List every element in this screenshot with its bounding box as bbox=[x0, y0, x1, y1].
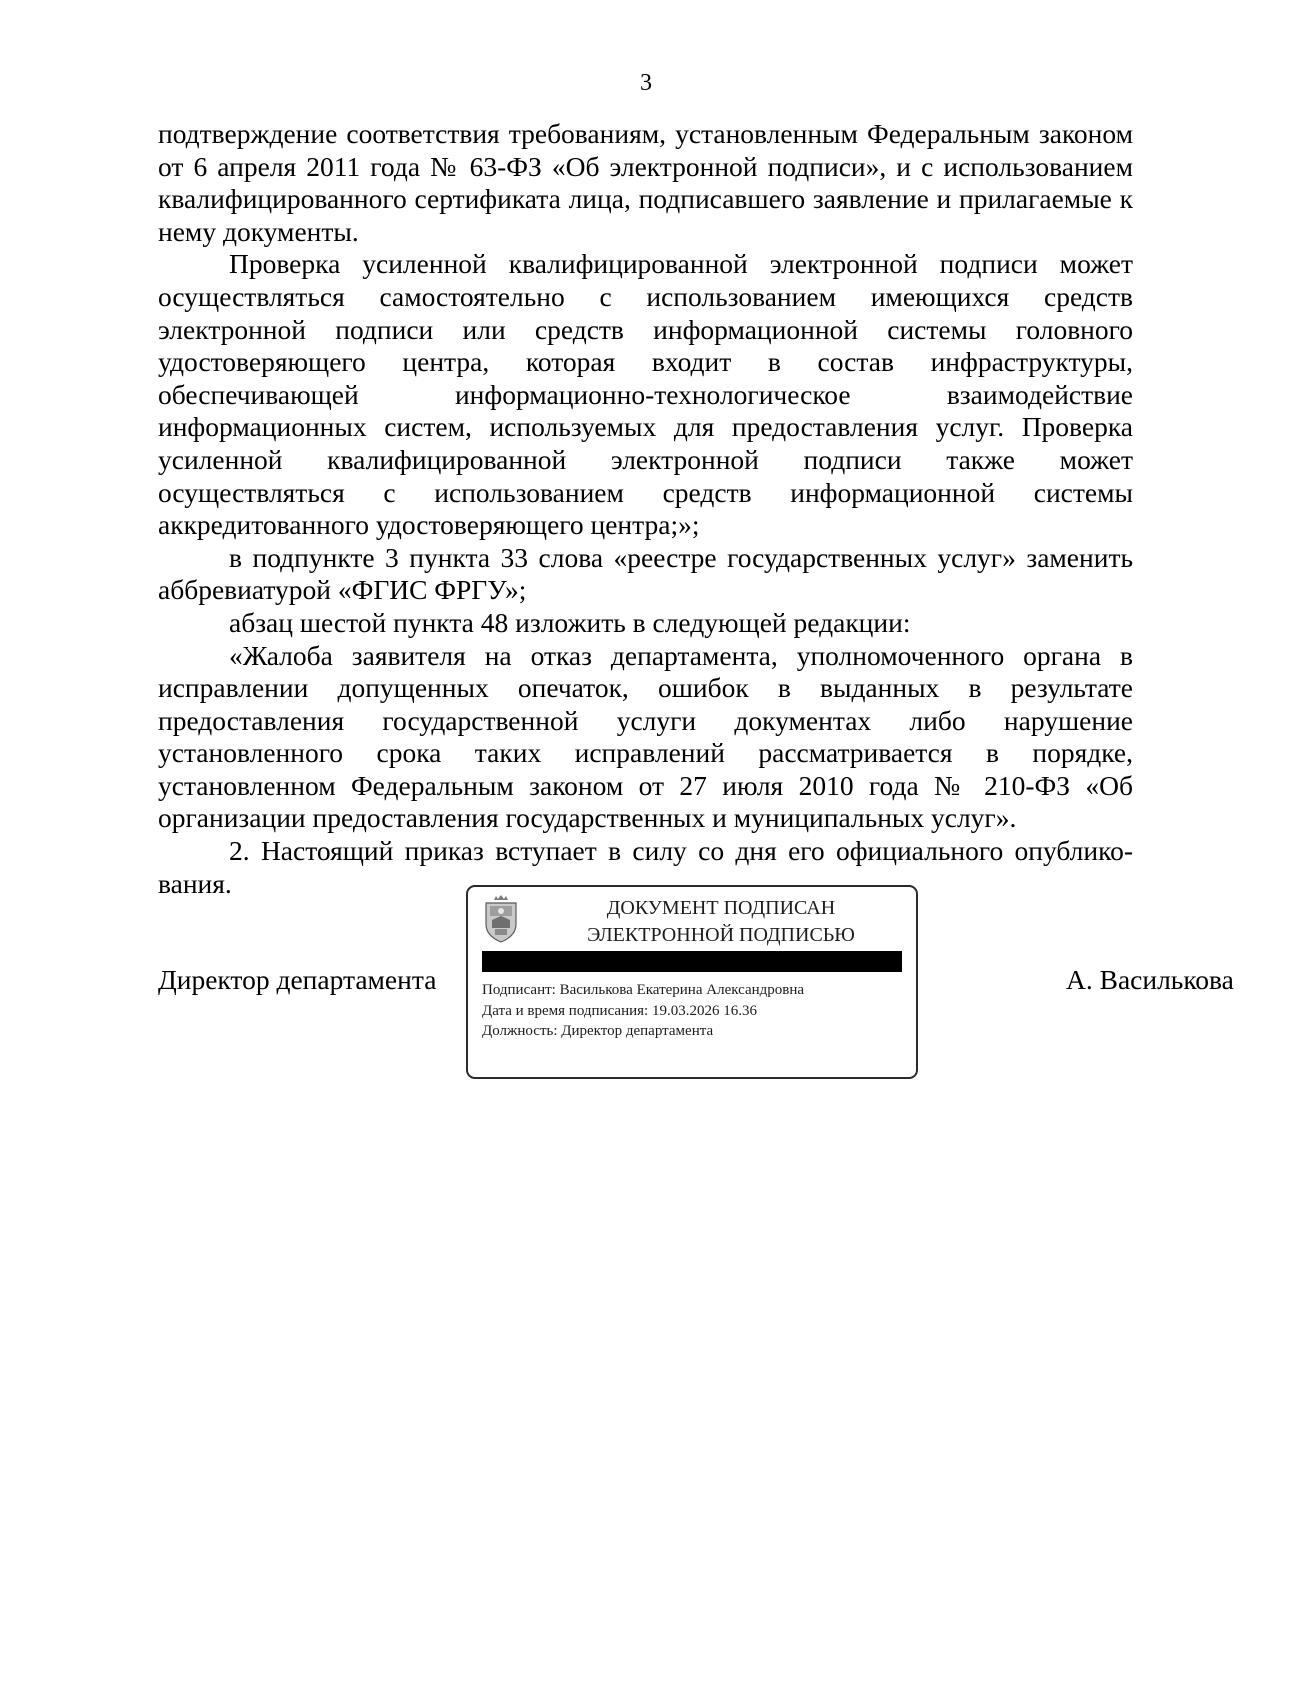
stamp-header bbox=[556, 895, 886, 949]
signer-title: Директор департамента bbox=[158, 964, 437, 995]
paragraph-complaint: «Жалоба заявителя на отказ департамента, уполномоченного органа в исправлении допущенных опечаток, ошибок в выданных в результате предоставления государственной услуги документах либо нарушение установленного срока таких исправлений рассматривается в порядке, установленном Федеральным законом от 27 июля 2010 года № 210-ФЗ «Об организации предоставления государственных и муниципальных услуг». bbox=[158, 639, 1133, 834]
paragraph-item-48: абзац шестой пункта 48 изложить в следующей редакции: bbox=[229, 606, 911, 638]
stamp-header-line: ДОКУМЕНТ ПОДПИСАН bbox=[606, 897, 836, 919]
paragraph-continuation: подтверждение соответствия требованиям, установленным Федеральным законом от 6 апреля 2011 года № 63-ФЗ «Об электронной подписи», и с использованием квалифицированного сертификата лица, подписавшего заявление и прилагаемые к нему документы. bbox=[158, 118, 1133, 247]
stamp-details bbox=[482, 980, 804, 1042]
paragraph-effective: 2. Настоящий приказ вступает в силу со дня его официального опублико-вания. bbox=[158, 835, 1133, 899]
stamp-signer: Подписант: Василькова Екатерина Александровна bbox=[482, 982, 805, 998]
stamp-date: Дата и время подписания: 19.03.2026 16.36 bbox=[482, 1002, 757, 1019]
paragraph-signature-check: Проверка усиленной квалифицированной электронной подписи может осуществляться самостоятельно с использованием имеющихся средств электронной подписи или средств информационной системы головного удостоверяющего центра, которая входит в состав инфраструктуры, обеспечивающей информационно-технологическое взаимодействие информационных систем, используемых для предоставления услуг. Проверка усиленной квалифицированной электронной подписи также может осуществляться с использованием средств информационной системы аккредитованного удостоверяющего центра;»; bbox=[158, 248, 1133, 541]
electronic-signature-stamp bbox=[466, 885, 918, 1079]
page-number: 3 bbox=[640, 70, 652, 96]
redacted-certificate-bar bbox=[482, 951, 902, 972]
signer-name: А. Василькова bbox=[1066, 964, 1234, 995]
stamp-position: Должность: Директор департамента bbox=[482, 1023, 714, 1039]
paragraph-subitem-33: в подпункте 3 пункта 33 слова «реестре государственных услуг» заменить аббревиатурой «ФГИС ФРГУ»; bbox=[158, 541, 1133, 606]
stamp-header-line: ЭЛЕКТРОННОЙ ПОДПИСЬЮ bbox=[587, 924, 855, 946]
document-body bbox=[158, 118, 1133, 900]
coat-of-arms-icon bbox=[482, 894, 520, 944]
